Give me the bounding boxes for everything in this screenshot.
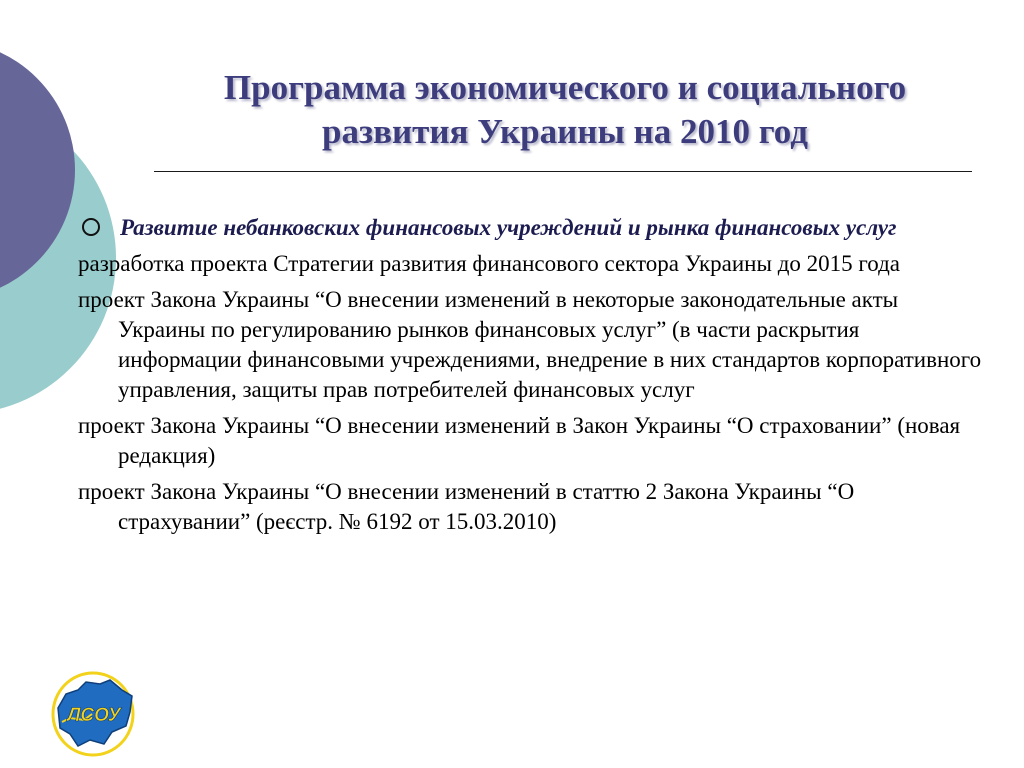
paragraph-strategy: разработка проекта Стратегии развития финансового сектора Украины до 2015 года [78, 251, 901, 276]
paragraph-law-insurance: проект Закона Украины “О внесении изменений в Закон Украины “О страховании” (новая редакция) [78, 413, 961, 468]
content-body [78, 212, 988, 543]
hollow-circle-bullet-icon [82, 218, 100, 236]
logo-text: ЛСОУ [67, 705, 121, 726]
paragraph-law-financial-services: проект Закона Украины “О внесении изменений в некоторые законодательные акты Украины по регулированию рынков финансовых услуг” (в части раскрытия информации финансовыми учреждениями, внедрение в них стандартов корпоративного управления, защиты прав потребителей финансовых услуг [78, 287, 982, 402]
paragraph-law-article-2: проект Закона Украины “О внесении изменений в статтю 2 Закона Украины “О страхувании” (реєстр. № 6192 от 15.03.2010) [78, 479, 855, 534]
page-title: Программа экономического и социального развития Украины на 2010 год [223, 68, 907, 151]
lsou-logo-icon [48, 668, 138, 760]
bullet-heading-text: Развитие небанковских финансовых учреждений и рынка финансовых услуг [120, 215, 897, 240]
title-divider [154, 171, 972, 172]
bullet-heading-item [78, 212, 988, 243]
